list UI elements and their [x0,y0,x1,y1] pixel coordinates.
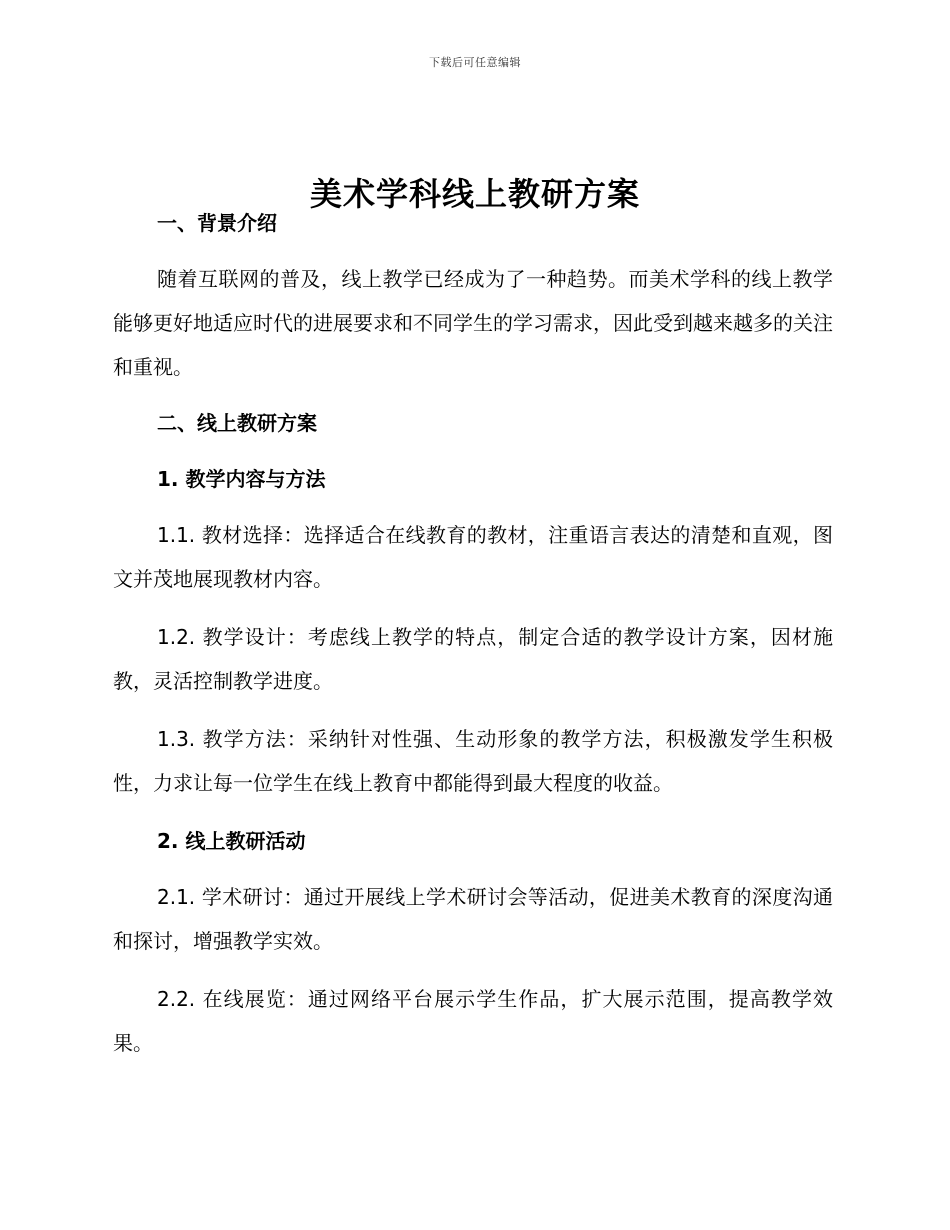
subsection-heading-content-methods: 1. 教学内容与方法 [157,467,326,491]
list-item-1-3: 1.3. 教学方法：采纳针对性强、生动形象的教学方法，积极激发学生积极性，力求让每一位学生在线上教育中都能得到最大程度的收益。 [113,727,833,795]
section-heading-plan: 二、线上教研方案 [157,411,317,435]
section-heading-background: 一、背景介绍 [157,211,277,235]
subsection-heading-online-activities: 2. 线上教研活动 [157,829,306,853]
document-body [113,203,833,1065]
list-item-2-1: 2.1. 学术研讨：通过开展线上学术研讨会等活动，促进美术教育的深度沟通和探讨，增强教学实效。 [113,885,833,953]
list-item-1-2: 1.2. 教学设计：考虑线上教学的特点，制定合适的教学设计方案，因材施教，灵活控制教学进度。 [113,625,833,693]
background-paragraph: 随着互联网的普及，线上教学已经成为了一种趋势。而美术学科的线上教学能够更好地适应时代的进展要求和不同学生的学习需求，因此受到越来越多的关注和重视。 [113,267,833,379]
page-header-note: 下载后可任意编辑 [429,56,521,69]
list-item-2-2: 2.2. 在线展览：通过网络平台展示学生作品，扩大展示范围，提高教学效果。 [113,987,833,1055]
list-item-1-1: 1.1. 教材选择：选择适合在线教育的教材，注重语言表达的清楚和直观，图文并茂地展现教材内容。 [113,523,833,591]
document-title: 美术学科线上教研方案 [309,175,640,214]
